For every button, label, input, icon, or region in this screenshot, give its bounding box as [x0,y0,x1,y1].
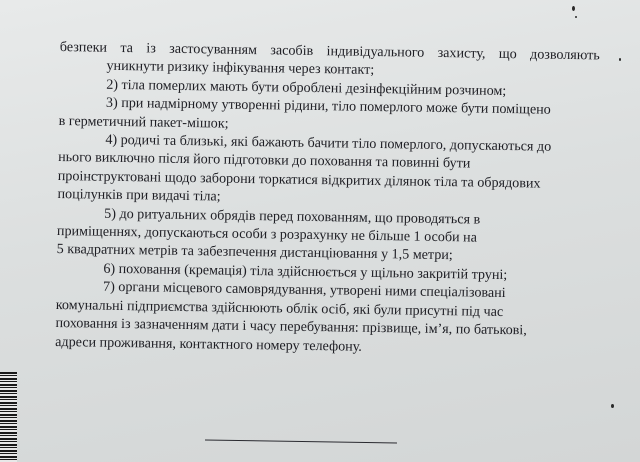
text-line: нього виключно після його підготовки до поховання та повинні бути [57,149,471,172]
text-line: комунальні підприємства здійснюють облік осіб, які були присутні під час [55,296,504,320]
text-line: 3) при надмірному утворенні рідини, тіло померлого може бути поміщено [105,94,551,118]
ink-speck [572,6,575,11]
document-body [55,38,600,359]
ink-speck [575,16,577,18]
text-line: 7) органи місцевого самоврядування, утворені ними спеціалізовані [102,278,506,302]
text-line: поховання із зазначенням дати і часу перебування: прізвище, ім’я, по батькові, [55,315,527,339]
barcode [0,372,17,462]
signature-line [205,439,397,443]
text-line: 4) родичі та близькі, які бажають бачити тіло померлого, допускаються до [105,131,552,155]
text-line: 5 квадратних метрів та забезпечення дистанціювання у 1,5 метри; [56,241,453,264]
text-line: уникнути ризику інфікування через контакт; [106,58,375,79]
text-line: приміщеннях, допускаються особи з розрахунку не більше 1 особи на [56,223,478,246]
ink-speck [611,404,614,408]
text-line: проінструктовані щодо заборони торкатися відкритих ділянок тіла та обрядових [57,167,541,192]
ink-speck [619,58,621,61]
text-line: в герметичний пакет-мішок; [58,112,229,132]
text-line: адреси проживання, контактного номеру телефону. [55,333,363,355]
text-line: поцілунків при видачі тіла; [57,186,221,205]
text-line: 2) тіла померлих мають бути оброблені дезінфекційним розчином; [106,76,507,99]
text-line: 5) до ритуальних обрядів перед похованням, що проводяться в [104,205,481,228]
text-line: 6) поховання (кремація) тіла здійснюється у щільно закритій труні; [103,260,508,283]
text-line: безпеки та із застосуванням засобів індивідуального захисту, що дозволяють [59,38,600,64]
